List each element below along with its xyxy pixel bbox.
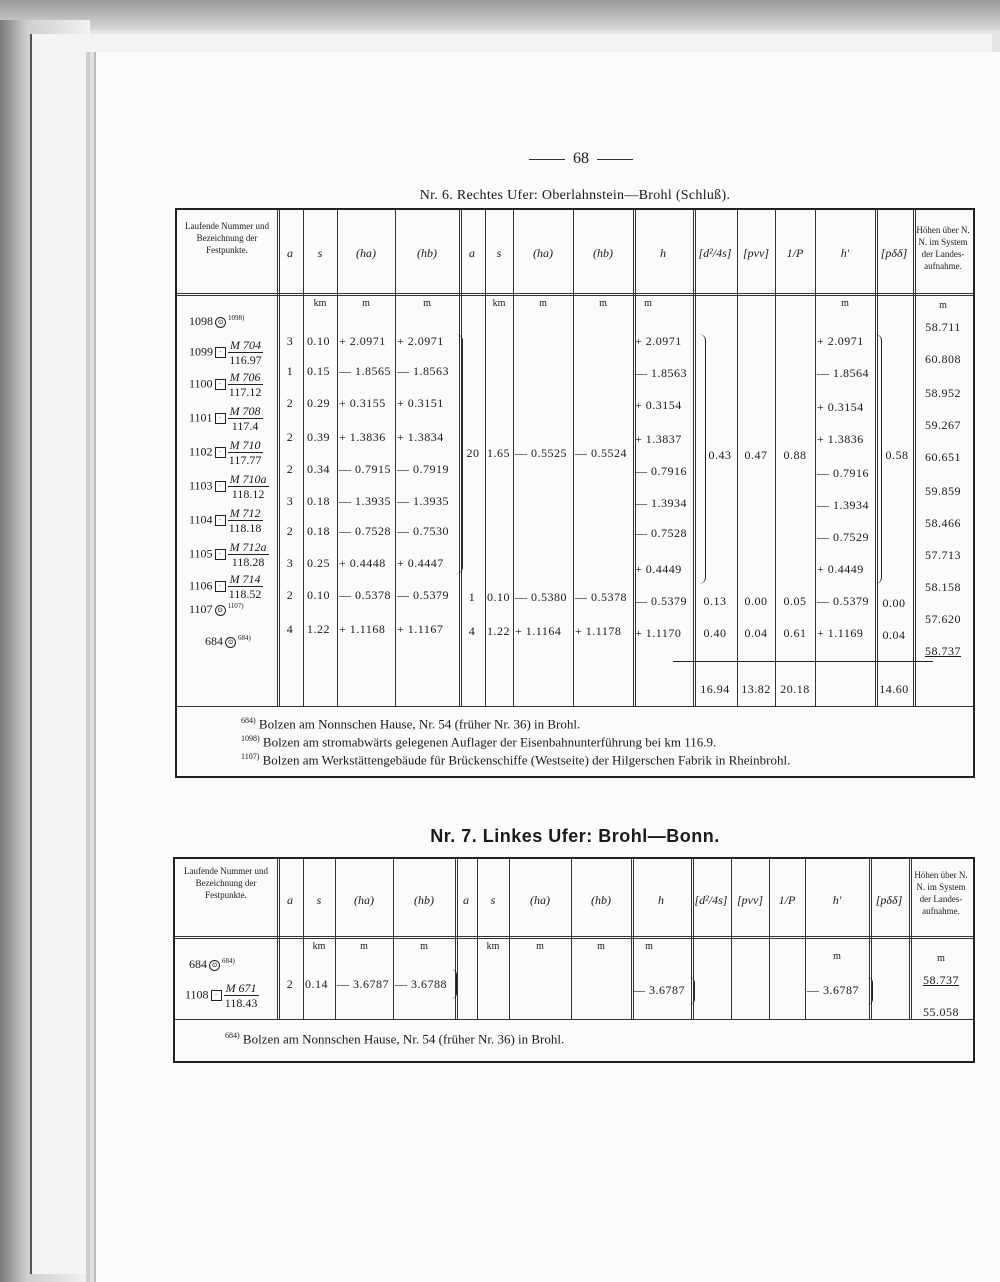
mark-stone-icon: · [215, 481, 226, 492]
footnote: $^{1107)}$ Bolzen am Werkstättengebäude für Brückenschiffe (Westseite) der Hilgerschen Fabrik in Rheinbrohl. [241, 752, 791, 768]
festpunkt-1100: 1100 · $\frac{M 706}{117.12}$ [189, 370, 262, 400]
cell-d2: 0.13 [703, 594, 727, 608]
col-rule [393, 859, 394, 1019]
unit-hb2: m [597, 941, 605, 952]
col-rule [513, 210, 514, 706]
hoehe-value: 58.952 [925, 386, 961, 400]
col-rule [337, 210, 338, 706]
group-brace [451, 969, 457, 999]
cell-invP: 0.05 [783, 594, 807, 608]
unit-hprime: m [841, 298, 849, 309]
festpunkt-1103: 1103 · $\frac{M 710a}{118.12}$ [189, 472, 267, 502]
hoehe-value: 58.737 [925, 644, 961, 658]
table2-title: Nr. 7. Linkes Ufer: Brohl—Bonn. [430, 826, 720, 846]
cell-h: + 2.0971 [635, 334, 682, 348]
col-rule [509, 859, 510, 1019]
cell-hprime: — 3.6787 [807, 983, 859, 997]
mark-stone-icon: · [215, 581, 226, 592]
cell-pdd: 0.04 [882, 628, 906, 642]
header-hb: (hb) [417, 246, 437, 260]
header-invP: 1/P [786, 246, 804, 260]
col-rule [485, 210, 486, 706]
col-rule [335, 859, 336, 1019]
cell-hb: — 0.7919 [397, 462, 449, 476]
cell-h: + 1.3837 [635, 432, 682, 446]
bolt-symbol-icon: ⊙ [215, 605, 226, 616]
cell-pvv: 0.04 [744, 626, 768, 640]
cell-ha: + 0.4448 [339, 556, 386, 570]
hoehe-value: 58.737 [923, 973, 959, 987]
mark-stone-icon: · [215, 413, 226, 424]
cell-ha2: + 1.1164 [515, 624, 562, 638]
unit-h: m [644, 298, 652, 309]
cell-hb: — 3.6788 [395, 977, 447, 991]
cell-s: 0.18 [307, 494, 330, 508]
cell-s: 0.18 [307, 524, 330, 538]
unit-ha: m [360, 941, 368, 952]
cell-ha: — 0.7528 [339, 524, 391, 538]
col-rule [277, 859, 280, 1019]
cell-h: — 0.5379 [635, 594, 687, 608]
footnote: $^{1098)}$ Bolzen am stromabwärts gelegenen Auflager der Eisenbahnunterführung bei km 116.9. [241, 734, 717, 750]
bolt-symbol-icon: ⊙ [225, 637, 236, 648]
cell-h: — 0.7916 [635, 464, 687, 478]
header-a2: a [463, 893, 469, 907]
sum-pvv: 13.82 [741, 682, 771, 696]
header-a2: a [469, 246, 475, 260]
cell-pdd: 0.00 [882, 596, 906, 610]
hoehe-value: 59.267 [925, 418, 961, 432]
cell-ha2: — 0.5380 [515, 590, 567, 604]
group-hb2: — 0.5524 [575, 446, 627, 460]
cell-a: 2 [286, 396, 294, 410]
cell-hprime: + 2.0971 [817, 334, 864, 348]
cell-hb: — 1.3935 [397, 494, 449, 508]
footnote: $^{684)}$ Bolzen am Nonnschen Hause, Nr. 54 (früher Nr. 36) in Brohl. [241, 716, 581, 732]
hoehe-value: 58.711 [925, 320, 961, 334]
group-a2: 20 [466, 446, 480, 460]
unit-hb: m [423, 298, 431, 309]
hoehe-value: 59.859 [925, 484, 961, 498]
cell-ha: — 0.7915 [339, 462, 391, 476]
col-rule [303, 210, 304, 706]
table2 [173, 857, 975, 1063]
cell-pvv: 0.00 [744, 594, 768, 608]
unit-s2: km [486, 941, 500, 952]
header-ha: (ha) [356, 246, 376, 260]
cell-hb2: — 0.5378 [575, 590, 627, 604]
cell-ha: — 0.5378 [339, 588, 391, 602]
unit-ha2: m [539, 298, 547, 309]
group-d2: 0.43 [708, 448, 732, 462]
cell-hprime: + 0.3154 [817, 400, 864, 414]
cell-hb: — 0.5379 [397, 588, 449, 602]
cell-a: 4 [286, 622, 294, 636]
header-hoehen: Höhen über N. N. im System der Landes-aufnahme. [914, 870, 968, 917]
cell-d2: 0.40 [703, 626, 727, 640]
cell-hprime: + 0.4449 [817, 562, 864, 576]
col-rule [573, 210, 574, 706]
bolt-symbol-icon: ⊙ [215, 317, 226, 328]
notes-rule [175, 1019, 973, 1020]
header-hprime: h' [840, 246, 850, 260]
cell-h: + 0.3154 [635, 398, 682, 412]
col-rule [769, 859, 770, 1019]
cell-s: 0.10 [307, 334, 330, 348]
header-festpunkt: Laufende Nummer und Bezeichnung der Festpunkte. [185, 221, 269, 256]
unit-ha: m [362, 298, 370, 309]
sum-d2: 16.94 [700, 682, 730, 696]
header-h: h [660, 246, 666, 260]
col-rule [303, 859, 304, 1019]
page-number: 68 [516, 150, 646, 168]
cell-s: 0.15 [307, 364, 330, 378]
mark-stone-icon: · [215, 515, 226, 526]
unit-ha2: m [536, 941, 544, 952]
cell-h: — 0.7528 [635, 526, 687, 540]
unit-hb: m [420, 941, 428, 952]
header-pvv: [pvv] [743, 246, 769, 260]
header-pdd: [pδδ] [880, 246, 908, 260]
cell-hprime: + 1.3836 [817, 432, 864, 446]
festpunkt-684: 684 ⊙ $^{684)}$ [205, 634, 251, 648]
sum-invP: 20.18 [780, 682, 810, 696]
header-pvv: [pvv] [737, 893, 763, 907]
festpunkt-684: 684 ⊙ $^{684)}$ [189, 957, 235, 971]
header-hb2: (hb) [593, 246, 613, 260]
cell-hprime: — 1.3934 [817, 498, 869, 512]
header-rule [175, 936, 973, 939]
cell-h: + 1.1170 [635, 626, 682, 640]
header-pdd: [pδδ] [875, 893, 903, 907]
cell-a: 2 [286, 588, 294, 602]
col-rule [731, 859, 732, 1019]
col-rule [395, 210, 396, 706]
cell-a: 2 [286, 430, 294, 444]
table1 [175, 208, 975, 778]
cell-ha: — 3.6787 [337, 977, 389, 991]
unit-s: km [313, 298, 327, 309]
col-rule [571, 859, 572, 1019]
notes-rule [177, 706, 973, 707]
unit-hoehen: m [939, 300, 947, 311]
mark-stone-icon: · [215, 347, 226, 358]
hoehe-value: 58.158 [925, 580, 961, 594]
cell-h: + 0.4449 [635, 562, 682, 576]
cell-s2: 1.22 [487, 624, 510, 638]
cell-ha: — 1.8565 [339, 364, 391, 378]
cell-hb: + 0.4447 [397, 556, 444, 570]
cell-hprime: — 0.7916 [817, 466, 869, 480]
cell-s2: 0.10 [487, 590, 510, 604]
mark-stone-icon: · [211, 990, 222, 1001]
group-invP: 0.88 [783, 448, 807, 462]
hoehe-value: 58.466 [925, 516, 961, 530]
festpunkt-1099: 1099 · $\frac{M 704}{116.97}$ [189, 338, 262, 368]
header-s: s [317, 246, 323, 260]
header-hb2: (hb) [591, 893, 611, 907]
unit-s2: km [492, 298, 506, 309]
cell-s: 0.25 [307, 556, 330, 570]
cell-hb: — 0.7530 [397, 524, 449, 538]
header-h: h [658, 893, 664, 907]
cell-hb2: + 1.1178 [575, 624, 622, 638]
sum-pdd: 14.60 [879, 682, 909, 696]
footnote: $^{684)}$ Bolzen am Nonnschen Hause, Nr. 54 (früher Nr. 36) in Brohl. [225, 1031, 565, 1047]
group-pvv: 0.47 [744, 448, 768, 462]
header-hb: (hb) [414, 893, 434, 907]
cell-a: 2 [286, 977, 294, 991]
cell-hprime: — 1.8564 [817, 366, 869, 380]
cell-h: — 3.6787 [633, 983, 685, 997]
header-ha2: (ha) [533, 246, 553, 260]
cell-h: — 1.8563 [635, 366, 687, 380]
cell-hb: — 1.8563 [397, 364, 449, 378]
cell-a: 2 [286, 462, 294, 476]
cell-ha: + 0.3155 [339, 396, 386, 410]
hoehe-value: 57.713 [925, 548, 961, 562]
cell-a: 2 [286, 524, 294, 538]
mark-stone-icon: · [215, 447, 226, 458]
cell-a: 3 [286, 334, 294, 348]
cell-s: 0.39 [307, 430, 330, 444]
cell-s: 0.14 [305, 977, 328, 991]
group-pdd: 0.58 [885, 448, 909, 462]
cell-hprime: — 0.5379 [817, 594, 869, 608]
unit-s: km [312, 941, 326, 952]
cell-a2: 1 [468, 590, 476, 604]
cell-s: 0.10 [307, 588, 330, 602]
group-brace [867, 977, 873, 1005]
cell-s: 1.22 [307, 622, 330, 636]
festpunkt-1108: 1108 · $\frac{M 671}{118.43}$ [185, 981, 258, 1011]
sum-rule [673, 661, 933, 662]
unit-h: m [645, 941, 653, 952]
festpunkt-1106: 1106 · $\frac{M 714}{118.52}$ [189, 572, 262, 602]
col-rule [477, 859, 478, 1019]
header-invP: 1/P [778, 893, 796, 907]
cell-hb: + 1.3834 [397, 430, 444, 444]
header-d2: [d²/4s] [694, 893, 728, 907]
cell-a: 1 [286, 364, 294, 378]
cell-hb: + 1.1167 [397, 622, 444, 636]
cell-hprime: + 1.1169 [817, 626, 864, 640]
hoehe-value: 60.651 [925, 450, 961, 464]
header-hoehen: Höhen über N. N. im System der Landes-aufnahme. [916, 225, 970, 272]
cell-hb: + 2.0971 [397, 334, 444, 348]
unit-hb2: m [599, 298, 607, 309]
header-s2: s [496, 246, 502, 260]
cell-ha: + 1.1168 [339, 622, 386, 636]
cell-hb: + 0.3151 [397, 396, 444, 410]
cell-a: 3 [286, 494, 294, 508]
unit-hprime: m [833, 951, 841, 962]
col-rule [815, 210, 816, 706]
header-a: a [287, 246, 293, 260]
header-festpunkt: Laufende Nummer und Bezeichnung der Festpunkte. [184, 866, 268, 901]
festpunkt-1105: 1105 · $\frac{M 712a}{118.28}$ [189, 540, 267, 570]
group-brace [689, 977, 695, 1005]
hoehe-value: 57.620 [925, 612, 961, 626]
header-s: s [316, 893, 322, 907]
cell-ha: — 1.3935 [339, 494, 391, 508]
cell-h: — 1.3934 [635, 496, 687, 510]
festpunkt-1102: 1102 · $\frac{M 710}{117.77}$ [189, 438, 262, 468]
cell-hprime: — 0.7529 [817, 530, 869, 544]
cell-a: 3 [286, 556, 294, 570]
cell-invP: 0.61 [783, 626, 807, 640]
mark-stone-icon: · [215, 379, 226, 390]
hoehe-value: 55.058 [923, 1005, 959, 1019]
group-s2: 1.65 [487, 446, 510, 460]
header-s2: s [490, 893, 496, 907]
cell-a2: 4 [468, 624, 476, 638]
header-d2: [d²/4s] [698, 246, 732, 260]
cell-s: 0.29 [307, 396, 330, 410]
festpunkt-1104: 1104 · $\frac{M 712}{118.18}$ [189, 506, 262, 536]
header-a: a [287, 893, 293, 907]
unit-hoehen: m [937, 953, 945, 964]
mark-stone-icon: · [215, 549, 226, 560]
festpunkt-1101: 1101 · $\frac{M 708}{117.4}$ [189, 404, 261, 434]
cell-s: 0.34 [307, 462, 330, 476]
header-ha: (ha) [354, 893, 374, 907]
header-ha2: (ha) [530, 893, 550, 907]
cell-ha: + 1.3836 [339, 430, 386, 444]
scan-edge-top [0, 0, 1000, 30]
festpunkt-1098: 1098 ⊙ $^{1098)}$ [189, 314, 245, 328]
bolt-symbol-icon: ⊙ [209, 960, 220, 971]
table1-title: Nr. 6. Rechtes Ufer: Oberlahnstein—Brohl (Schluß). [419, 188, 731, 203]
festpunkt-1107: 1107 ⊙ $^{1107)}$ [189, 602, 244, 616]
col-rule [805, 859, 806, 1019]
group-ha2: — 0.5525 [515, 446, 567, 460]
cell-ha: + 2.0971 [339, 334, 386, 348]
header-rule [177, 293, 973, 296]
hoehe-value: 60.808 [925, 352, 961, 366]
header-hprime: h' [832, 893, 842, 907]
